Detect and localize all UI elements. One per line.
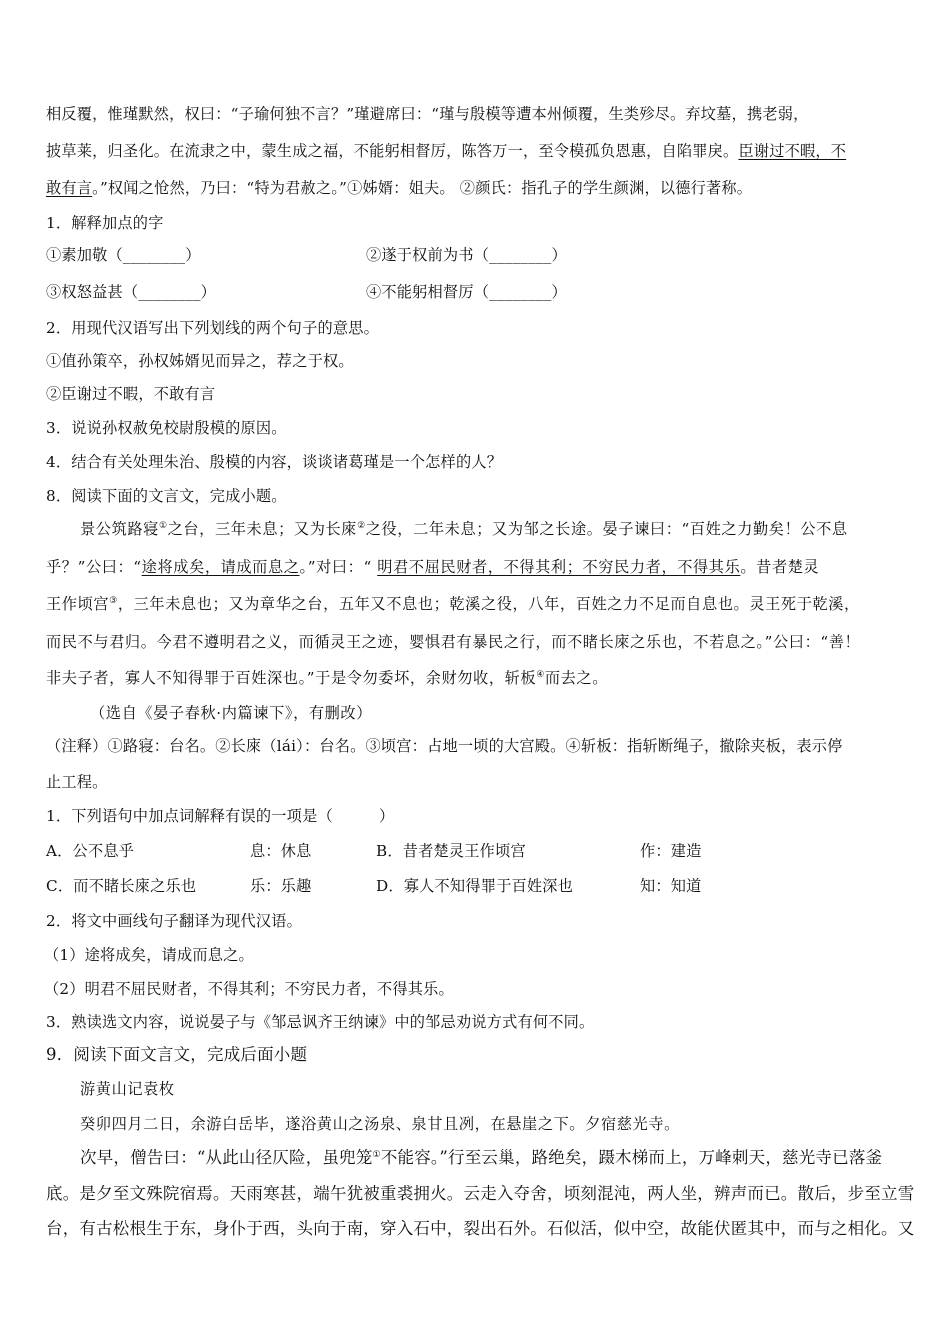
passage-line: [46, 557, 906, 577]
passage-line: [80, 1148, 940, 1168]
footnote-mark: ③: [109, 596, 118, 606]
annotation-line: （注释）①路寝：台名。②长庲（lái）：台名。③顷宫：占地一顷的大宫殿。④斩板：指斩断绳子，撤除夹板，表示停: [46, 737, 843, 755]
question-item: （2）明君不屈民财者，不得其利；不穷民力者，不得其乐。: [44, 980, 454, 998]
question-title: 2．用现代汉语写出下列划线的两个句子的意思。: [46, 319, 380, 337]
passage-text: 。昔者楚灵: [740, 558, 820, 576]
footnote-mark: ①: [158, 521, 168, 531]
passage-text: ，三年未息也；又为章华之台，五年又不息也；乾溪之役，八年，百姓之力不足而自息也。灵王死于乾溪，: [117, 595, 860, 613]
passage-line: 台，有古松根生于东，身仆于西，头向于南，穿入石中，裂出石外。石似活，似中空，故能伏匿其中，而与之相化。又: [46, 1219, 915, 1238]
passage-text: 王作顷宫: [46, 595, 110, 613]
footnote-mark: ①: [372, 1150, 381, 1160]
question-title: 2．将文中画线句子翻译为现代汉语。: [46, 912, 303, 930]
passage-text: 之台，三年未息；又为长庲: [167, 520, 358, 538]
passage-line: [46, 668, 906, 688]
underlined-sentence: 途将成矣，请成而息之: [141, 558, 300, 576]
passage-line: [80, 519, 940, 539]
option-d: D．寡人不知得罪于百姓深也: [376, 877, 574, 895]
passage-text: 次早，僧告曰：“从此山径仄险，虽兜笼: [80, 1148, 373, 1167]
question-row: [46, 282, 906, 302]
passage-line-3: [46, 178, 906, 198]
passage-text: 景公筑路寝: [80, 520, 159, 538]
passage-line: 而民不与君归。今君不遵明君之义，而循灵王之迹，婴惧君有暴民之行，而不睹长庲之乐也，不若息之。”公曰：“善！: [46, 633, 861, 651]
question-row: [46, 245, 906, 265]
fill-blank-item: ④不能躬相督厉（________）: [366, 283, 567, 301]
question-item: ②臣谢过不暇，不敢有言: [46, 385, 216, 403]
passage-text: 披草莱，归圣化。在流隶之中，蒙生成之福，不能躬相督厉，陈答万一，至令模孤负恩惠，自陷罪戾。: [46, 142, 739, 160]
question-item: ①值孙策卒，孙权姊婿见而异之，荐之于权。: [46, 352, 354, 370]
passage-text: 不能容。”行至云巢，路绝矣，蹑木梯而上，万峰刺天，慈光寺已落釜: [380, 1148, 883, 1167]
underlined-sentence: 敢有言: [46, 179, 93, 197]
option-a: A．公不息乎: [46, 842, 135, 860]
passage-text: 而去之。: [544, 669, 609, 687]
question-title: 3．熟读选文内容，说说晏子与《邹忌讽齐王纳谏》中的邹忌劝说方式有何不同。: [46, 1013, 595, 1031]
passage-line: 底。是夕至文殊院宿焉。天雨寒甚，端午犹被重裘拥火。云走入夺舍，顷刻混沌，两人坐，辨声而已。散后，步至立雪: [46, 1184, 915, 1203]
question-title: 1．解释加点的字: [46, 214, 164, 232]
question-item: （1）途将成矣，请成而息之。: [44, 946, 254, 964]
fill-blank-item: ③权怒益甚（________）: [46, 283, 217, 301]
section-title: 9．阅读下面文言文，完成后面小题: [46, 1045, 308, 1064]
option-d-gloss: 知：知道: [640, 877, 702, 895]
option-b-gloss: 作：建造: [640, 842, 702, 860]
source-citation: （选自《晏子春秋·内篇谏下》，有删改）: [90, 704, 373, 722]
passage-text: 。”对曰：“: [299, 558, 378, 576]
section-title: 8．阅读下面的文言文，完成小题。: [46, 487, 287, 505]
fill-blank-item: ①素加敬（________）: [46, 246, 201, 264]
footnote-mark: ②: [357, 521, 366, 531]
underlined-sentence: 明君不屈民财者，不得其利；不穷民力者，不得其乐: [377, 558, 741, 576]
passage-text: 之役，二年未息；又为邹之长途。晏子谏曰：“百姓之力勤矣！公不息: [365, 520, 848, 538]
fill-blank-item: ②遂于权前为书（________）: [366, 246, 567, 264]
passage-line: 癸卯四月二日，余游白岳毕，遂浴黄山之汤泉、泉甘且冽，在悬崖之下。夕宿慈光寺。: [80, 1115, 680, 1133]
annotation-line: 止工程。: [46, 773, 108, 791]
option-a-gloss: 息：休息: [250, 842, 312, 860]
footnote-mark: ④: [536, 670, 545, 680]
passage-text: 乎？”公曰：“: [46, 558, 142, 576]
passage-heading: 游黄山记袁枚: [80, 1080, 175, 1098]
underlined-sentence: 臣谢过不暇，不: [738, 142, 847, 160]
passage-line-2: [46, 141, 906, 161]
passage-text: 。”权闻之怆然，乃曰：“特为君赦之。”①姊婿：姐夫。 ②颜氏：指孔子的学生颜渊，以德行著称。: [92, 179, 753, 197]
question-title: 1．下列语句中加点词解释有误的一项是（ ）: [46, 807, 395, 825]
question-title: 4．结合有关处理朱治、殷模的内容，谈谈诸葛瑾是一个怎样的人？: [46, 453, 503, 471]
option-b: B．昔者楚灵王作顷宫: [376, 842, 526, 860]
question-title: 3．说说孙权赦免校尉殷模的原因。: [46, 419, 287, 437]
passage-line-1: 相反覆，惟瑾默然，权曰：“子瑜何独不言？”瑾避席曰：“瑾与殷模等遭本州倾覆，生类殄尽。弃坟墓，携老弱，: [46, 105, 809, 123]
passage-text: 非夫子者，寡人不知得罪于百姓深也。”于是令勿委坏，余财勿收，斩板: [46, 669, 537, 687]
option-c-gloss: 乐：乐趣: [250, 877, 312, 895]
passage-line: [46, 594, 906, 614]
option-c: C．而不睹长庲之乐也: [46, 877, 197, 895]
